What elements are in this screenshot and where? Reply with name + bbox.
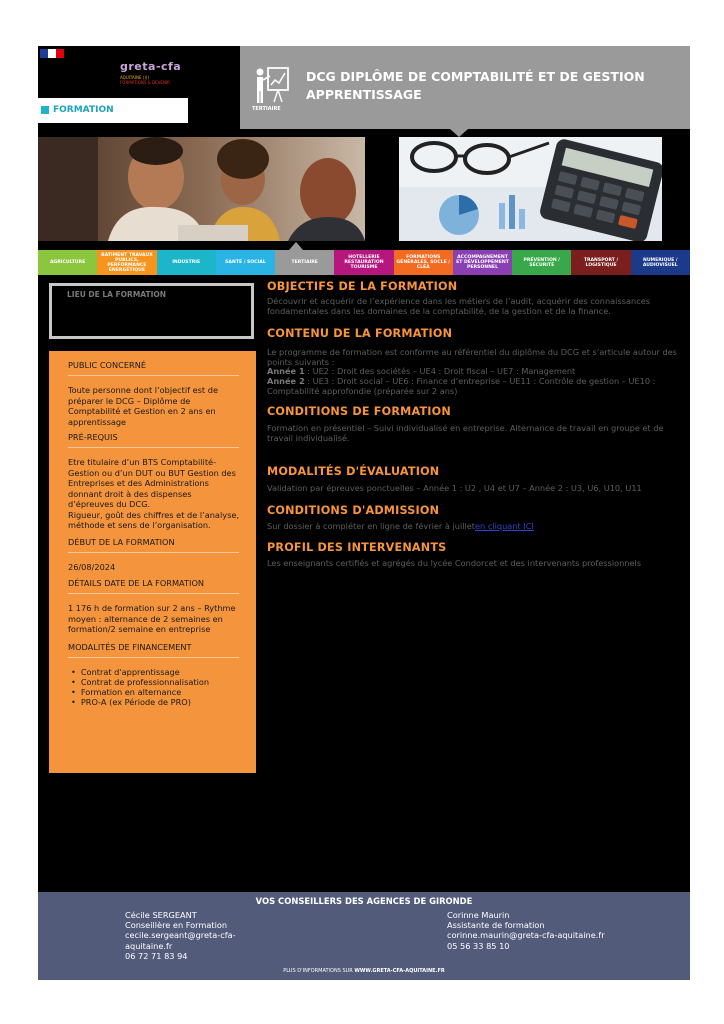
sector-tab-numerique[interactable]: NUMERIQUE / AUDIOVISUEL	[631, 250, 690, 275]
details-title: DÉTAILS DATE DE LA FORMATION	[68, 572, 239, 594]
lieu-box	[49, 283, 254, 339]
title-line-1: DCG DIPLÔME DE COMPTABILITÉ ET DE GESTION	[306, 69, 645, 84]
students-photo	[38, 137, 365, 241]
debut-date: 26/08/2024	[68, 561, 116, 572]
contact-name: Cécile SERGEANT	[125, 910, 197, 920]
public-text: Toute personne dont l’objectif est de préparer le DCG – Diplôme de Comptabilité et Gestion en 2 ans en apprentissage	[68, 385, 218, 427]
footer-note	[38, 968, 690, 974]
sector-indicator-arrow	[289, 242, 303, 250]
logo-brand: greta-cfa	[120, 60, 182, 73]
sector-tab-tertiaire[interactable]: TERTIAIRE	[275, 250, 334, 275]
financement-list	[68, 667, 239, 708]
brochure-page	[38, 46, 690, 980]
modalites-title: MODALITÉS D'ÉVALUATION	[267, 465, 440, 479]
sector-tab-accompagnement[interactable]: ACCOMPAGNEMENT ET DÉVELOPPEMENT PERSONNEL	[453, 250, 512, 275]
title-arrow-decoration	[450, 129, 468, 137]
admission-text	[267, 522, 679, 532]
title-banner	[240, 46, 690, 129]
contact-role: Assistante de formation	[447, 920, 545, 931]
contenu-intro: Le programme de formation est conforme au référentiel du diplôme du DCG et s’articule autour des points suivants :	[267, 347, 677, 367]
formation-label: FORMATION	[53, 105, 114, 115]
contact-card-2	[447, 910, 617, 951]
annee-1-label: Année 1	[267, 366, 305, 377]
sector-tab-hotellerie[interactable]: HOTELLERIE RESTAURATION TOURISME	[334, 250, 393, 275]
public-title: PUBLIC CONCERNÉ	[68, 351, 239, 376]
sector-tab-batiment[interactable]: BATIMENT TRAVAUX PUBLICS, PERFORMANCE ÉNERGÉTIQUE	[97, 250, 156, 275]
footer-note-prefix: PLUS D’INFORMATIONS SUR	[283, 968, 355, 974]
calculator-photo	[399, 137, 662, 241]
sector-tabs	[38, 250, 690, 275]
admission-link[interactable]: en cliquant ICI	[475, 520, 534, 531]
page-title	[306, 68, 676, 104]
contact-phone: 06 72 71 83 94	[125, 950, 188, 961]
contenu-title: CONTENU DE LA FORMATION	[267, 327, 453, 341]
contenu-text	[267, 348, 679, 396]
sector-tab-formations-generales[interactable]: FORMATIONS GÉNÉRALES, SOCLE / CLÉA	[394, 250, 453, 275]
list-item: • Contrat de professionnalisation	[71, 677, 239, 687]
admission-title: CONDITIONS D'ADMISSION	[267, 503, 440, 517]
category-label: TERTIAIRE	[252, 106, 281, 112]
logo-tagline-2: FORMATIONS & DEVENIR	[120, 80, 170, 85]
contact-role: Conseillère en Formation	[125, 920, 228, 931]
footer	[38, 892, 690, 980]
conditions-title: CONDITIONS DE FORMATION	[267, 405, 451, 419]
french-flag-icon	[40, 49, 64, 58]
title-line-2: APPRENTISSAGE	[306, 87, 422, 102]
prerequis-text-2: Rigueur, goût des chiffres et de l’analyse, méthode et sens de l’organisation.	[68, 509, 239, 530]
sector-tab-agriculture[interactable]: AGRICULTURE	[38, 250, 97, 275]
contact-email[interactable]: cecile.sergeant@greta-cfa-aquitaine.fr	[125, 930, 236, 951]
conditions-text: Formation en présentiel – Suivi individualisé en entreprise. Alternance de travail en groupe et de travail individualisé.	[267, 423, 664, 443]
info-box	[49, 351, 256, 773]
sector-tab-transport[interactable]: TRANSPORT / LOGISTIQUE	[571, 250, 630, 275]
sector-tab-industrie[interactable]: INDUSTRIE	[157, 250, 216, 275]
contact-card-1	[125, 910, 275, 961]
objectifs-title: OBJECTIFS DE LA FORMATION	[267, 280, 458, 293]
list-item: • Contrat d'apprentissage	[71, 667, 239, 677]
contact-email[interactable]: corinne.maurin@greta-cfa-aquitaine.fr	[447, 930, 605, 941]
annee-2-text: : UE3 : Droit social – UE6 : Finance d’entreprise – UE11 : Contrôle de gestion – UE10 : Comptabilité approfondie (préparée sur 2 ans)	[267, 375, 656, 396]
objectifs-text: Découvrir et acquérir de l’expérience dans les métiers de l’audit, acquérir des connaissances fondamentales dans les domaines de la comptabilité, de la gestion et de la finance.	[267, 296, 651, 316]
list-item: • Formation en alternance	[71, 687, 239, 697]
logo-area	[38, 46, 240, 129]
sector-tab-prevention[interactable]: PRÉVENTION / SÉCURITÉ	[512, 250, 571, 275]
square-icon	[41, 106, 49, 114]
annee-1-text: : UE2 : Droit des sociétés – UE4 : Droit fiscal – UE7 : Management	[304, 366, 576, 377]
debut-title: DÉBUT DE LA FORMATION	[68, 531, 239, 553]
list-item: • PRO-A (ex Période de PRO)	[71, 697, 239, 707]
website-link[interactable]: WWW.GRETA-CFA-AQUITAINE.FR	[354, 968, 445, 974]
financement-title: MODALITÉS DE FINANCEMENT	[68, 635, 239, 658]
profil-text: Les enseignants certifiés et agrégés du lycée Condorcet et des intervenants professionnels	[267, 557, 642, 568]
details-text: 1 176 h de formation sur 2 ans – Rythme moyen : alternance de 2 semaines en formation/2 semaine en entreprise	[68, 603, 236, 634]
formation-label-bar	[38, 98, 188, 123]
contact-name: Corinne Maurin	[447, 910, 510, 920]
lieu-title: LIEU DE LA FORMATION	[67, 290, 167, 299]
footer-title: VOS CONSEILLERS DES AGENCES DE GIRONDE	[255, 896, 473, 906]
sector-tab-sante-social[interactable]: SANTÉ / SOCIAL	[216, 250, 275, 275]
contact-phone: 05 56 33 85 10	[447, 940, 510, 951]
prerequis-title: PRÉ-REQUIS	[68, 427, 239, 448]
presentation-board-icon	[254, 66, 290, 104]
greta-cfa-logo	[120, 60, 192, 94]
modalites-text: Validation par épreuves ponctuelles – Année 1 : U2 , U4 et U7 – Année 2 : U3, U6, U10, U11	[267, 483, 642, 494]
main-content	[267, 280, 679, 568]
profil-title: PROFIL DES INTERVENANTS	[267, 540, 447, 554]
admission-sentence: Sur dossier à compléter en ligne de février à juillet	[267, 520, 476, 531]
prerequis-text: Etre titulaire d’un BTS Comptabilité-Gestion ou d’un DUT ou BUT Gestion des Entreprises et des Administrations donnant droit à des dispenses d’épreuves du DCG.	[68, 457, 236, 509]
annee-2-label: Année 2	[267, 375, 305, 386]
logo-tagline-1: AQUITAINE ))))	[120, 75, 150, 80]
